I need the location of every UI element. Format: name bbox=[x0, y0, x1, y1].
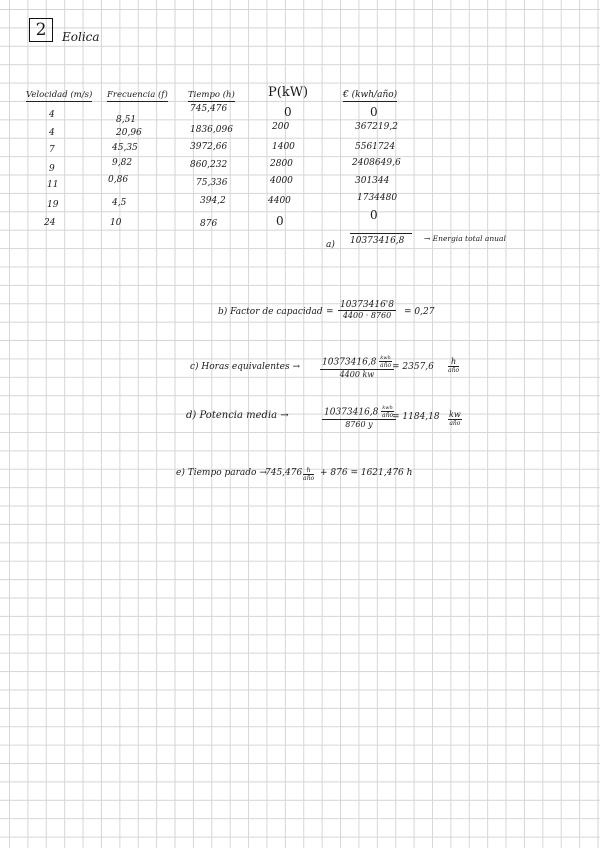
answer-a-note: → Energia total anual bbox=[424, 234, 506, 243]
unit-bottom: año bbox=[449, 420, 461, 427]
table-cell: 1400 bbox=[272, 142, 295, 152]
table-cell: 0 bbox=[370, 105, 378, 119]
col-header-tiempo: Tiempo (h) bbox=[188, 90, 235, 100]
table-cell: 4,5 bbox=[112, 198, 127, 208]
col-header-frecuencia: Frecuencia (f) bbox=[107, 90, 168, 100]
table-cell: 367219,2 bbox=[355, 122, 398, 132]
table-cell: 1734480 bbox=[357, 193, 398, 203]
answer-a-label: a) bbox=[326, 240, 335, 250]
unit-top: h bbox=[303, 467, 314, 475]
table-cell: 4 bbox=[49, 128, 55, 138]
unit-bottom: año bbox=[382, 412, 394, 419]
equals-sign: = bbox=[326, 307, 334, 317]
problem-number: 2 bbox=[35, 20, 47, 40]
answer-c-numerator bbox=[320, 355, 394, 370]
answer-d-fraction bbox=[322, 405, 396, 429]
table-cell: 745,476 bbox=[190, 104, 228, 114]
answer-b-denominator: 4400 · 8760 bbox=[342, 311, 392, 320]
answer-d-label: d) Potencia media → bbox=[186, 410, 289, 421]
unit-top: h bbox=[448, 357, 459, 367]
answer-e-label: e) Tiempo parado → bbox=[176, 468, 267, 478]
table-cell: 8,51 bbox=[116, 115, 137, 125]
answer-b-label: b) Factor de capacidad bbox=[218, 307, 323, 317]
table-cell: 9,82 bbox=[112, 158, 133, 168]
answer-d-numerator bbox=[322, 405, 396, 420]
answer-d-result: = 1184,18 bbox=[392, 412, 440, 422]
table-cell: 0,86 bbox=[108, 175, 129, 185]
unit-bottom: año bbox=[448, 367, 460, 374]
answer-b-result: = 0,27 bbox=[404, 307, 435, 317]
table-cell: 394,2 bbox=[200, 196, 226, 206]
table-cell: 1836,096 bbox=[190, 125, 233, 135]
table-cell: 9 bbox=[49, 164, 55, 174]
answer-b-numerator: 10373416'8 bbox=[340, 300, 395, 310]
table-cell: 24 bbox=[44, 218, 56, 228]
answer-e-rest: + 876 = 1621,476 h bbox=[320, 468, 413, 478]
table-cell: 876 bbox=[200, 219, 218, 229]
unit-top: kwh bbox=[382, 405, 393, 411]
table-cell: 11 bbox=[47, 180, 59, 190]
table-cell: 3972,66 bbox=[190, 142, 228, 152]
table-cell: 0 bbox=[284, 105, 292, 119]
table-cell: 0 bbox=[370, 208, 378, 222]
table-cell: 20,96 bbox=[116, 128, 142, 138]
answer-b-fraction bbox=[338, 300, 396, 320]
answer-e-term1-unit bbox=[303, 467, 314, 482]
answer-c-label: c) Horas equivalentes → bbox=[190, 362, 301, 372]
answer-c-result: = 2357,6 bbox=[392, 362, 434, 372]
answer-a-value: 10373416,8 bbox=[350, 236, 405, 246]
topic-title: Eolica bbox=[62, 30, 100, 44]
sum-line bbox=[350, 233, 412, 234]
unit-bottom: año bbox=[380, 362, 392, 369]
table-cell: 301344 bbox=[355, 176, 390, 186]
table-cell: 2408649,6 bbox=[352, 158, 401, 168]
table-cell: 10 bbox=[110, 218, 122, 228]
answer-d-denominator: 8760 y bbox=[345, 420, 373, 429]
answer-d-num-value: 10373416,8 bbox=[324, 407, 379, 418]
table-cell: 75,336 bbox=[196, 178, 228, 188]
problem-number-box bbox=[29, 18, 53, 42]
table-cell: 7 bbox=[49, 145, 55, 155]
table-cell: 4400 bbox=[268, 196, 291, 206]
unit-bottom: año bbox=[303, 475, 315, 482]
table-cell: 45,35 bbox=[112, 143, 138, 153]
col-header-energia: € (kwh/año) bbox=[343, 90, 398, 100]
table-cell: 4000 bbox=[270, 176, 293, 186]
table-cell: 0 bbox=[276, 214, 284, 228]
answer-d-unit bbox=[448, 410, 462, 427]
table-cell: 5561724 bbox=[355, 142, 396, 152]
answer-c-denominator: 4400 kw bbox=[339, 370, 375, 379]
answer-c-num-unit bbox=[379, 355, 392, 369]
col-header-potencia: P(kW) bbox=[268, 85, 309, 100]
table-cell: 200 bbox=[272, 122, 290, 132]
table-cell: 4 bbox=[49, 110, 55, 120]
unit-top: kw bbox=[449, 410, 461, 419]
unit-top: kwh bbox=[380, 355, 391, 361]
answer-e-term1: 745,476 bbox=[265, 468, 303, 478]
answer-c-num-value: 10373416,8 bbox=[322, 357, 377, 368]
table-cell: 860,232 bbox=[190, 160, 228, 170]
table-cell: 19 bbox=[47, 200, 59, 210]
answer-c-fraction bbox=[320, 355, 394, 379]
answer-c-unit bbox=[448, 357, 459, 374]
col-header-velocidad: Velocidad (m/s) bbox=[26, 90, 93, 100]
table-cell: 2800 bbox=[270, 159, 293, 169]
